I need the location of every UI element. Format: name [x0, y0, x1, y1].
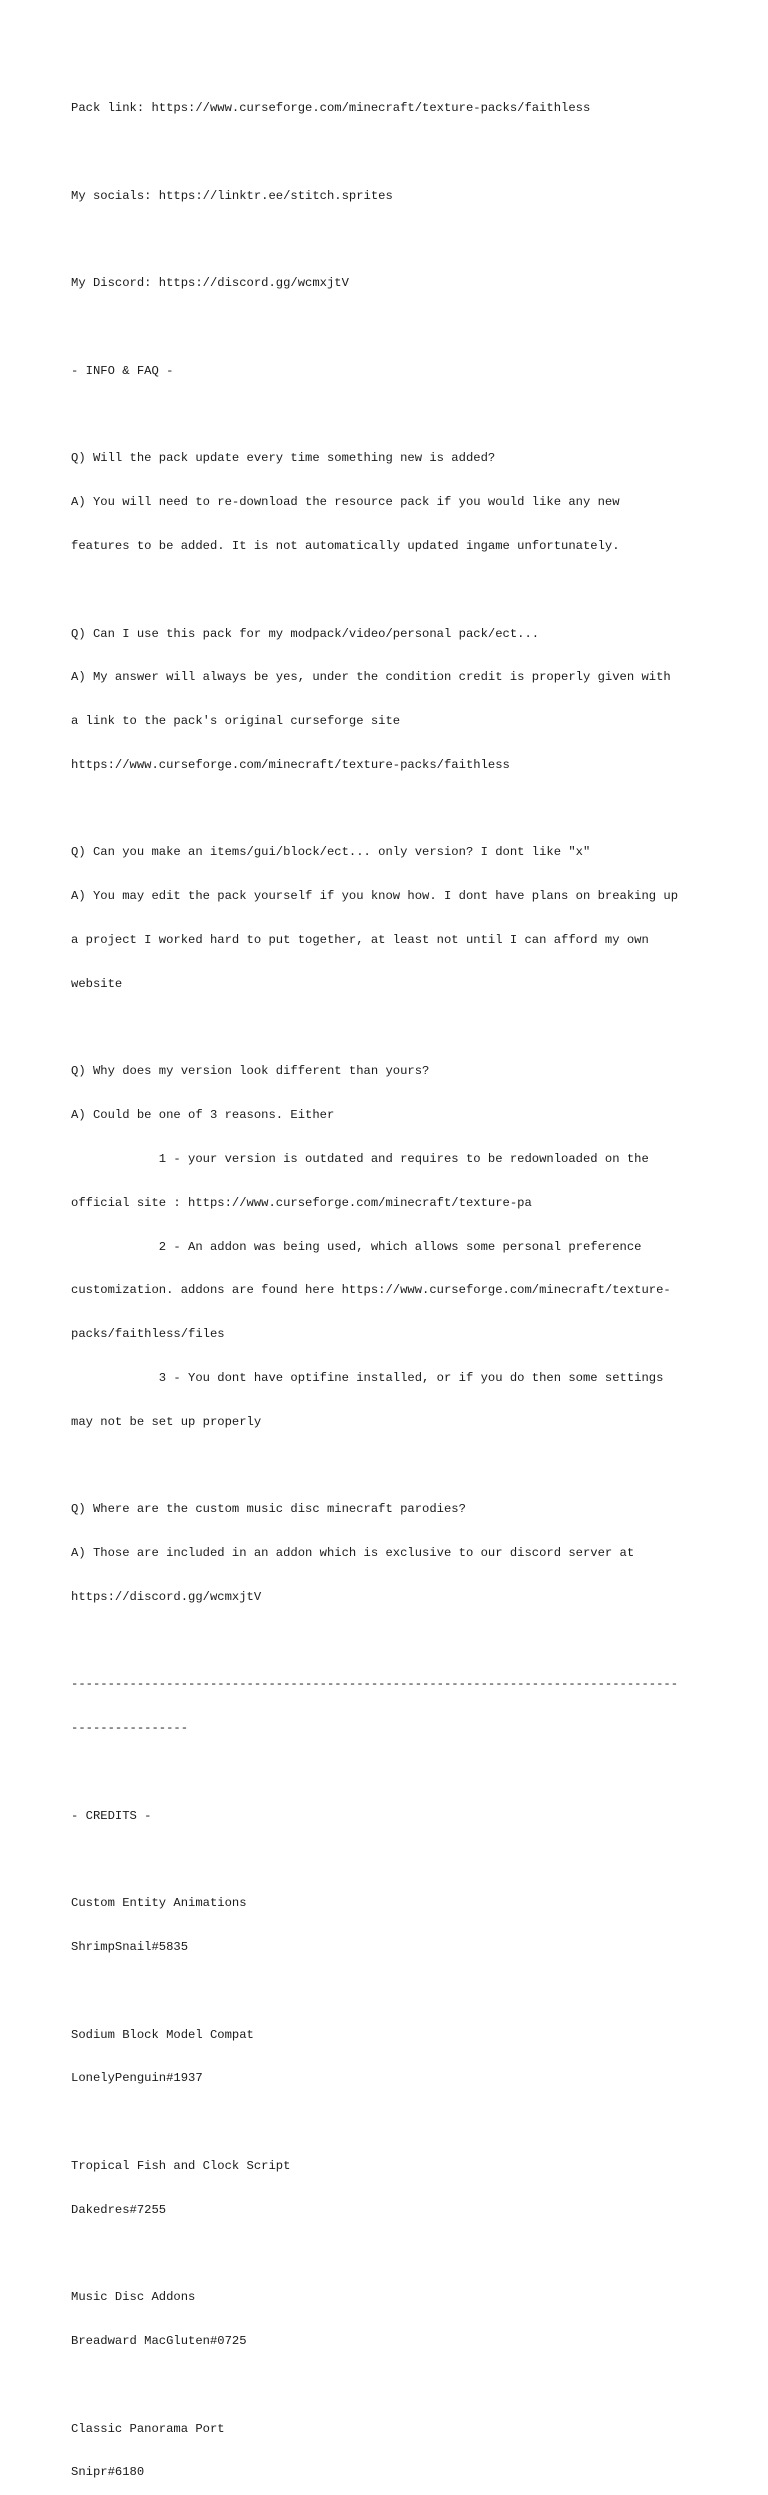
credit-author-1: ShrimpSnail#5835: [71, 1940, 189, 1954]
faq-answer-4: A) Could be one of 3 reasons. Either: [71, 1108, 335, 1123]
faq-answer-2-cont: a link to the pack's original curseforge site: [71, 714, 401, 729]
socials-line: My socials: https://linktr.ee/stitch.sprites: [71, 188, 393, 203]
divider-line: -----------------------------------------------------------------------------------: [71, 1677, 679, 1692]
discord-line: My Discord: https://discord.gg/wcmxjtV: [71, 276, 349, 291]
faq-answer-4-reason-3-cont: may not be set up properly: [71, 1414, 262, 1429]
credit-author-5: Snipr#6180: [71, 2465, 145, 2480]
blank-line: [71, 145, 711, 160]
blank-line: [71, 1984, 711, 1999]
credit-title-2: Sodium Block Model Compat: [71, 2027, 254, 2042]
faq-answer-5: A) Those are included in an addon which is exclusive to our discord server at: [71, 1545, 635, 1560]
faq-answer-4-reason-2-cont: packs/faithless/files: [71, 1327, 225, 1342]
blank-line: [71, 583, 711, 598]
pack-link-line: Pack link: https://www.curseforge.com/minecraft/texture-packs/faithless: [71, 101, 591, 116]
faq-answer-4-reason-1: 1 - your version is outdated and requires to be redownloaded on the: [71, 1151, 649, 1166]
credit-title-1: Custom Entity Animations: [71, 1896, 247, 1911]
faq-answer-4-reason-2: 2 - An addon was being used, which allows some personal preference: [71, 1239, 642, 1254]
blank-line: [71, 1021, 711, 1036]
credit-author-2: LonelyPenguin#1937: [71, 2071, 203, 2086]
faq-answer-4-reason-2-cont: customization. addons are found here https://www.curseforge.com/minecraft/texture-: [71, 1283, 671, 1298]
blank-line: [71, 1765, 711, 1780]
credit-title-3: Tropical Fish and Clock Script: [71, 2158, 291, 2173]
faq-question-1: Q) Will the pack update every time something new is added?: [71, 451, 496, 466]
faq-answer-3-cont: a project I worked hard to put together, at least not until I can afford my own: [71, 933, 649, 948]
blank-line: [71, 2378, 711, 2393]
divider-line-cont: ----------------: [71, 1721, 189, 1736]
faq-answer-1: A) You will need to re-download the resource pack if you would like any new: [71, 495, 620, 510]
faq-answer-2-link: https://www.curseforge.com/minecraft/texture-packs/faithless: [71, 757, 510, 772]
blank-line: [71, 233, 711, 248]
blank-line: [71, 408, 711, 423]
faq-answer-4-reason-1-cont: official site : https://www.curseforge.com/minecraft/texture-pa: [71, 1195, 532, 1210]
faq-question-3: Q) Can you make an items/gui/block/ect... only version? I dont like "x": [71, 845, 591, 860]
blank-line: [71, 320, 711, 335]
blank-line: [71, 1852, 711, 1867]
credit-title-5: Classic Panorama Port: [71, 2421, 225, 2436]
blank-line: [71, 802, 711, 817]
blank-line: [71, 2115, 711, 2130]
document-page: [71, 72, 711, 2495]
faq-question-4: Q) Why does my version look different than yours?: [71, 1064, 430, 1079]
blank-line: [71, 1634, 711, 1649]
credit-title-4: Music Disc Addons: [71, 2290, 196, 2305]
info-faq-heading: - INFO & FAQ -: [71, 363, 174, 378]
faq-answer-3-cont: website: [71, 976, 123, 991]
faq-question-2: Q) Can I use this pack for my modpack/video/personal pack/ect...: [71, 626, 540, 641]
faq-answer-2: A) My answer will always be yes, under the condition credit is properly given with: [71, 670, 671, 685]
faq-answer-4-reason-3: 3 - You dont have optifine installed, or if you do then some settings: [71, 1370, 664, 1385]
credit-author-4: Breadward MacGluten#0725: [71, 2334, 247, 2349]
credit-author-3: Dakedres#7255: [71, 2202, 167, 2217]
faq-question-5: Q) Where are the custom music disc minecraft parodies?: [71, 1502, 466, 1517]
faq-answer-5-cont: https://discord.gg/wcmxjtV: [71, 1589, 262, 1604]
faq-answer-1-cont: features to be added. It is not automatically updated ingame unfortunately.: [71, 539, 620, 553]
blank-line: [71, 2246, 711, 2261]
faq-answer-3: A) You may edit the pack yourself if you know how. I dont have plans on breaking up: [71, 889, 679, 904]
blank-line: [71, 1458, 711, 1473]
credits-heading: - CREDITS -: [71, 1808, 152, 1823]
